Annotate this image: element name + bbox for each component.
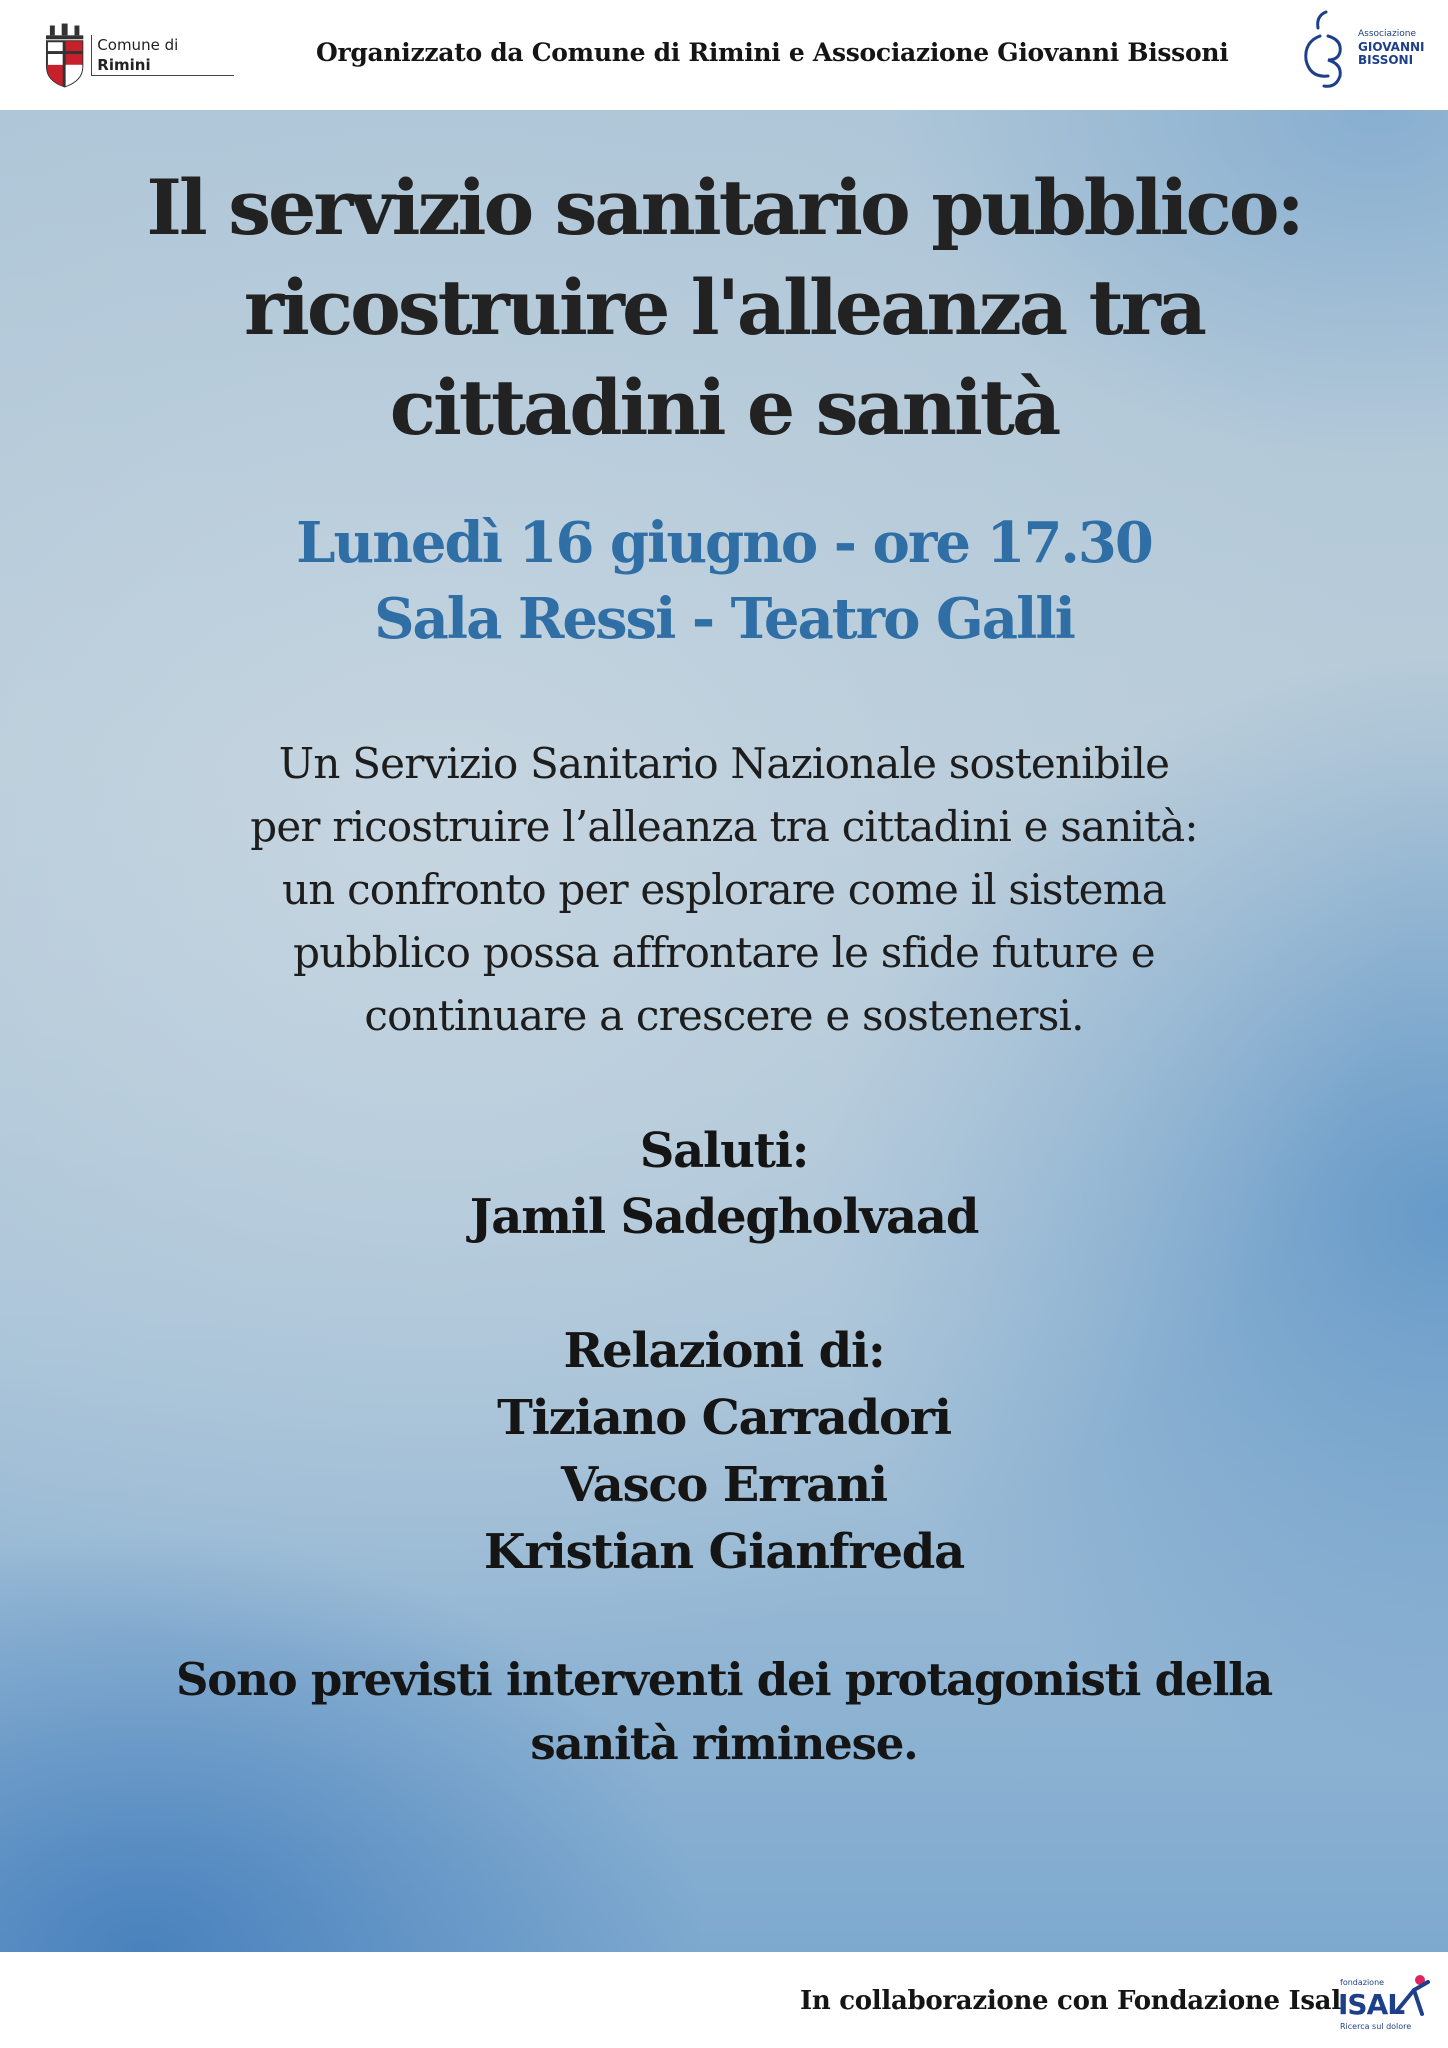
collaboration-text: In collaborazione con Fondazione Isal	[800, 1986, 1341, 2016]
title-line: ricostruire l'alleanza tra	[243, 263, 1205, 352]
event-description	[0, 732, 1448, 1047]
bissoni-line1: GIOVANNI	[1358, 40, 1425, 54]
event-venue: Sala Ressi - Teatro Galli	[374, 586, 1074, 652]
speaker-name: Kristian Gianfreda	[483, 1524, 965, 1580]
isal-small-label: fondazione	[1340, 1978, 1385, 1987]
title-line: cittadini e sanità	[389, 363, 1059, 452]
comune-city: Rimini	[97, 55, 151, 74]
rimini-crest-icon	[44, 21, 85, 89]
header	[0, 0, 1448, 110]
talks-section	[0, 1318, 1448, 1586]
event-when-where	[0, 505, 1448, 657]
greetings-section	[0, 1118, 1448, 1250]
organized-by-text: Organizzato da Comune di Rimini e Associazione Giovanni Bissoni	[316, 38, 1229, 67]
isal-name: ISAL	[1338, 1988, 1405, 2021]
comune-di-rimini-label	[91, 35, 234, 76]
speaker-name: Tiziano Carradori	[497, 1390, 951, 1446]
bissoni-line2: BISSONI	[1358, 53, 1414, 67]
greetings-speaker: Jamil Sadegholvaad	[469, 1189, 979, 1245]
bissoni-wordmark	[1358, 28, 1425, 67]
event-title	[0, 158, 1448, 458]
greetings-label: Saluti:	[639, 1123, 809, 1179]
bissoni-small-label: Associazione	[1358, 29, 1416, 39]
description-line: pubblico possa affrontare le sfide future e	[293, 928, 1155, 977]
description-line: continuare a crescere e sostenersi.	[364, 991, 1084, 1040]
description-line: per ricostruire l’alleanza tra cittadini e sanità:	[250, 802, 1198, 851]
footer	[0, 1952, 1448, 2048]
description-line: Un Servizio Sanitario Nazionale sostenibile	[278, 739, 1170, 788]
isal-figure-icon	[1392, 1972, 1432, 2022]
bissoni-g-mark-icon	[1298, 6, 1354, 92]
talks-label: Relazioni di:	[563, 1323, 885, 1379]
closing-note	[0, 1648, 1448, 1776]
title-line: Il servizio sanitario pubblico:	[146, 163, 1302, 252]
isal-tagline: Ricerca sul dolore	[1340, 2022, 1412, 2031]
note-line: sanità riminese.	[530, 1717, 918, 1770]
comune-di-rimini-logo	[44, 20, 234, 90]
associazione-giovanni-bissoni-logo	[1298, 6, 1438, 92]
event-date-time: Lunedì 16 giugno - ore 17.30	[296, 510, 1152, 576]
note-line: Sono previsti interventi dei protagonisti della	[175, 1653, 1273, 1706]
fondazione-isal-logo	[1334, 1970, 1434, 2044]
comune-prefix: Comune di	[97, 35, 179, 54]
speaker-name: Vasco Errani	[561, 1457, 887, 1513]
poster-body	[0, 110, 1448, 1952]
description-line: un confronto per esplorare come il sistema	[282, 865, 1166, 914]
